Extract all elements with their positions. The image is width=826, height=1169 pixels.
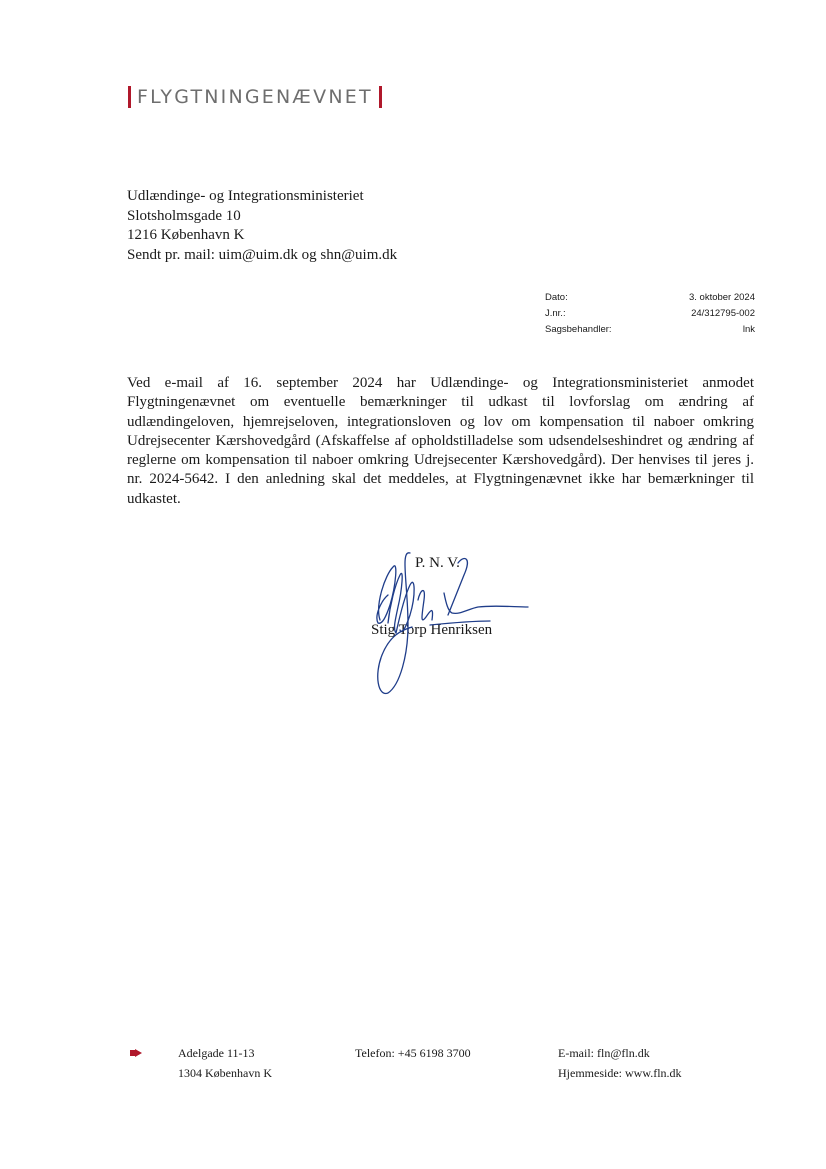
jnr-label: J.nr.: <box>545 308 566 319</box>
footer-address-line-1: Adelgade 11-13 <box>178 1046 255 1060</box>
recipient-line-4: Sendt pr. mail: uim@uim.dk og shn@uim.dk <box>127 246 398 263</box>
footer-phone-text: Telefon: +45 6198 3700 <box>355 1046 471 1060</box>
footer-address <box>178 1043 272 1083</box>
handler-row <box>545 322 755 338</box>
footer-website: Hjemmeside: www.fln.dk <box>558 1066 682 1080</box>
date-row <box>545 290 755 306</box>
letter-metadata <box>545 290 755 338</box>
footer-contact <box>558 1043 682 1083</box>
jnr-value: 24/312795-002 <box>691 308 755 319</box>
organization-logo <box>128 86 382 108</box>
handwritten-signature <box>360 545 540 705</box>
signatory-name: Stig Torp Henriksen <box>371 622 493 638</box>
jnr-row <box>545 306 755 322</box>
recipient-line-1: Udlændinge- og Integrationsministeriet <box>127 188 364 204</box>
footer-arrow-icon <box>135 1049 142 1057</box>
footer-address-line-2: 1304 København K <box>178 1066 272 1080</box>
letter-body: Ved e-mail af 16. september 2024 har Udlændinge- og Integrationsministeriet anmodet Flygtningenævnet om eventuelle bemærkninger til udkast til lovforslag om ændring af udlændingeloven, hjemrejseloven, integrationsloven og lov om kompensation til naboer omkring Udrejsecenter Kærshovedgård (Afskaffelse af opholdstilladelse som udsendelseshindret og ændring af reglerne om kompensation til naboer omkring Udrejsecenter Kærshovedgård). Der henvises til jeres j. nr. 2024-5642. I den anledning skal det meddeles, at Flygtningenævnet ikke har bemærkninger til udkastet. <box>127 375 754 507</box>
logo-bar-left <box>128 86 131 108</box>
pny-text: P. N. V. <box>415 555 460 571</box>
date-value: 3. oktober 2024 <box>688 292 755 303</box>
recipient-line-2: Slotsholmsgade 10 <box>127 207 241 224</box>
date-label: Dato: <box>545 292 568 303</box>
logo-bar-right <box>379 86 382 108</box>
recipient-line-3: 1216 København K <box>127 227 245 243</box>
handler-value: lnk <box>742 324 755 335</box>
signature-icon <box>360 545 540 705</box>
recipient-address <box>127 187 397 265</box>
footer-email: E-mail: fln@fln.dk <box>558 1046 650 1060</box>
logo-text: FLYGTNINGENÆVNET <box>137 86 373 108</box>
handler-label: Sagsbehandler: <box>545 324 612 335</box>
footer-phone <box>355 1043 471 1063</box>
